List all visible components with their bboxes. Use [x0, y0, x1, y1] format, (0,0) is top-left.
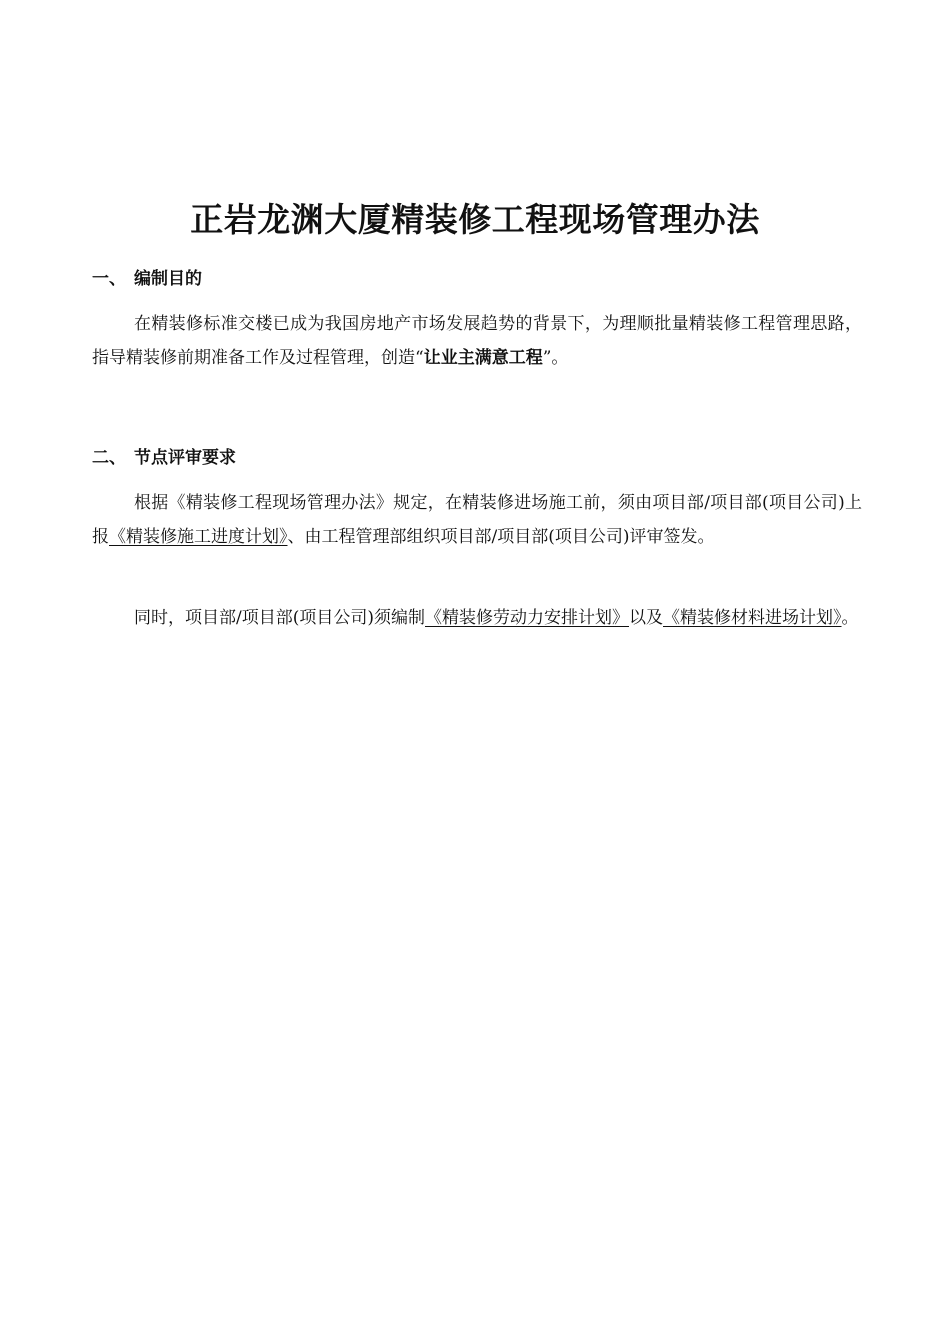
section-2-paragraph-1 [92, 486, 862, 554]
document-title: 正岩龙渊大厦精装修工程现场管理办法 [190, 200, 760, 239]
section-2-paragraph-2 [92, 601, 862, 635]
emphasis-text: 让业主满意工程 [423, 348, 543, 368]
section-number-1: 一、 [92, 269, 126, 289]
section-number-2: 二、 [92, 448, 126, 468]
paragraph-text: 、由工程管理部组织项目部/项目部(项目公司)评审签发。 [287, 527, 715, 547]
section-1-paragraph-1 [92, 307, 862, 375]
quote-open: “ [415, 348, 424, 368]
underlined-plan-title: 《精装修劳动力安排计划》 [425, 608, 629, 628]
quote-close: ” [542, 348, 552, 368]
paragraph-text: 。 [551, 348, 569, 368]
section-heading-1 [92, 264, 202, 289]
section-title-2: 节点评审要求 [134, 448, 236, 468]
section-heading-2 [92, 443, 236, 468]
paragraph-text: 同时，项目部/项目部(项目公司)须编制 [134, 608, 425, 628]
paragraph-text: 在精装修标准交楼已成为我国房地产市场发展趋势的背景下，为理顺批量精装修工程管理思路，指导精装修前期准备工作及过程管理，创造 [92, 314, 862, 368]
paragraph-text: 。 [841, 608, 859, 628]
underlined-plan-title: 《精装修施工进度计划》 [109, 527, 288, 547]
underlined-plan-title: 《精装修材料进场计划》 [663, 608, 842, 628]
paragraph-text: 根据《精装修工程现场管理办法》规定，在精装修进场施工前，须由项目部/项目部(项目公司)上报 [92, 493, 862, 547]
paragraph-text: 以及 [629, 608, 663, 628]
section-title-1: 编制目的 [134, 269, 202, 289]
